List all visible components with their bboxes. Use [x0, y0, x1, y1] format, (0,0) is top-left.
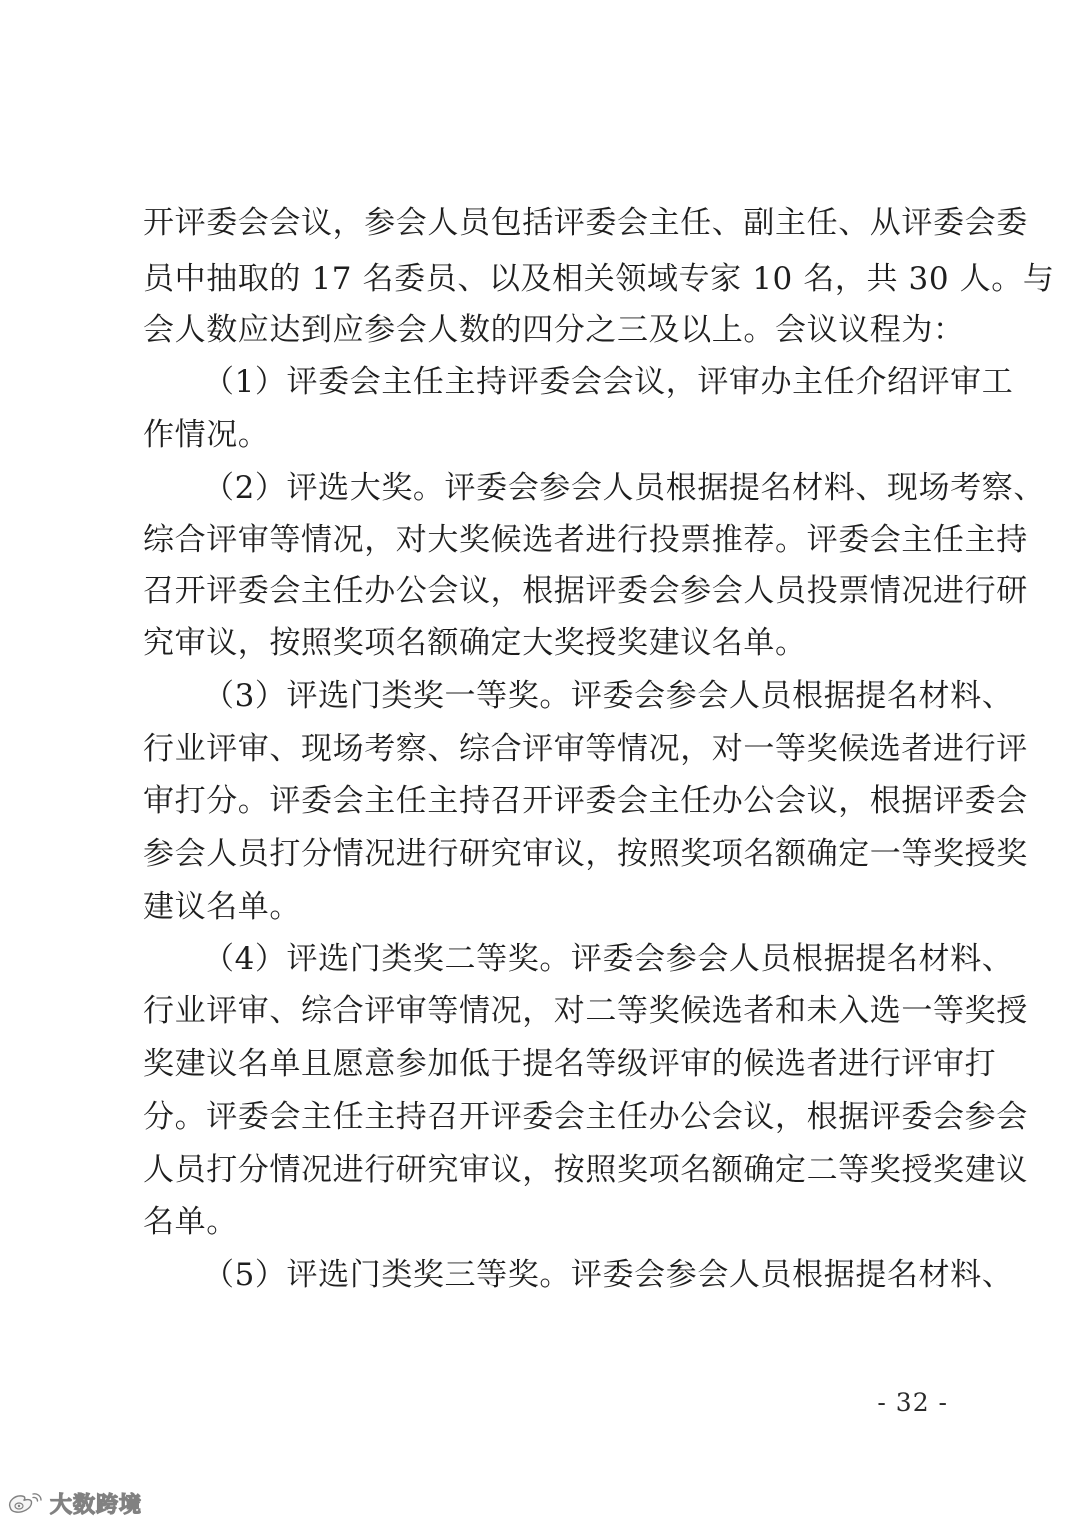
text-line: 开评委会会议，参会人员包括评委会主任、副主任、从评委会委 [143, 205, 1028, 241]
text-line: 员中抽取的 17 名委员、以及相关领域专家 10 名，共 30 人。与 [143, 261, 1055, 297]
text-line: 建议名单。 [143, 889, 301, 925]
text-line: 人员打分情况进行研究审议，按照奖项名额确定二等奖授奖建议 [143, 1152, 1028, 1188]
text-line: 究审议，按照奖项名额确定大奖授奖建议名单。 [143, 625, 807, 661]
text-line: （1）评委会主任主持评委会会议，评审办主任介绍评审工 [203, 364, 1014, 400]
weibo-logo-icon [6, 1490, 46, 1516]
watermark [6, 1486, 142, 1520]
text-line: （2）评选大奖。评委会参会人员根据提名材料、现场考察、 [203, 470, 1045, 506]
text-line: 参会人员打分情况进行研究审议，按照奖项名额确定一等奖授奖 [143, 836, 1028, 872]
text-line: 会人数应达到应参会人数的四分之三及以上。会议议程为： [143, 312, 965, 348]
text-line: 作情况。 [143, 417, 270, 453]
text-line: （4）评选门类奖二等奖。评委会参会人员根据提名材料、 [203, 941, 1014, 977]
text-line: 分。评委会主任主持召开评委会主任办公会议，根据评委会参会 [143, 1099, 1028, 1135]
text-line: 行业评审、综合评审等情况，对二等奖候选者和未入选一等奖授 [143, 993, 1028, 1029]
text-line: 名单。 [143, 1204, 238, 1240]
text-line: （3）评选门类奖一等奖。评委会参会人员根据提名材料、 [203, 678, 1014, 714]
text-line: 综合评审等情况，对大奖候选者进行投票推荐。评委会主任主持 [143, 522, 1028, 558]
watermark-text: 大数跨境 [50, 1492, 143, 1518]
text-line: 行业评审、现场考察、综合评审等情况，对一等奖候选者进行评 [143, 731, 1028, 767]
text-line: 奖建议名单且愿意参加低于提名等级评审的候选者进行评审打 [143, 1046, 997, 1082]
text-line: 审打分。评委会主任主持召开评委会主任办公会议，根据评委会 [143, 783, 1028, 819]
text-line: （5）评选门类奖三等奖。评委会参会人员根据提名材料、 [203, 1257, 1014, 1293]
page-number: - 32 - [877, 1388, 948, 1417]
text-line: 召开评委会主任办公会议，根据评委会参会人员投票情况进行研 [143, 573, 1028, 609]
